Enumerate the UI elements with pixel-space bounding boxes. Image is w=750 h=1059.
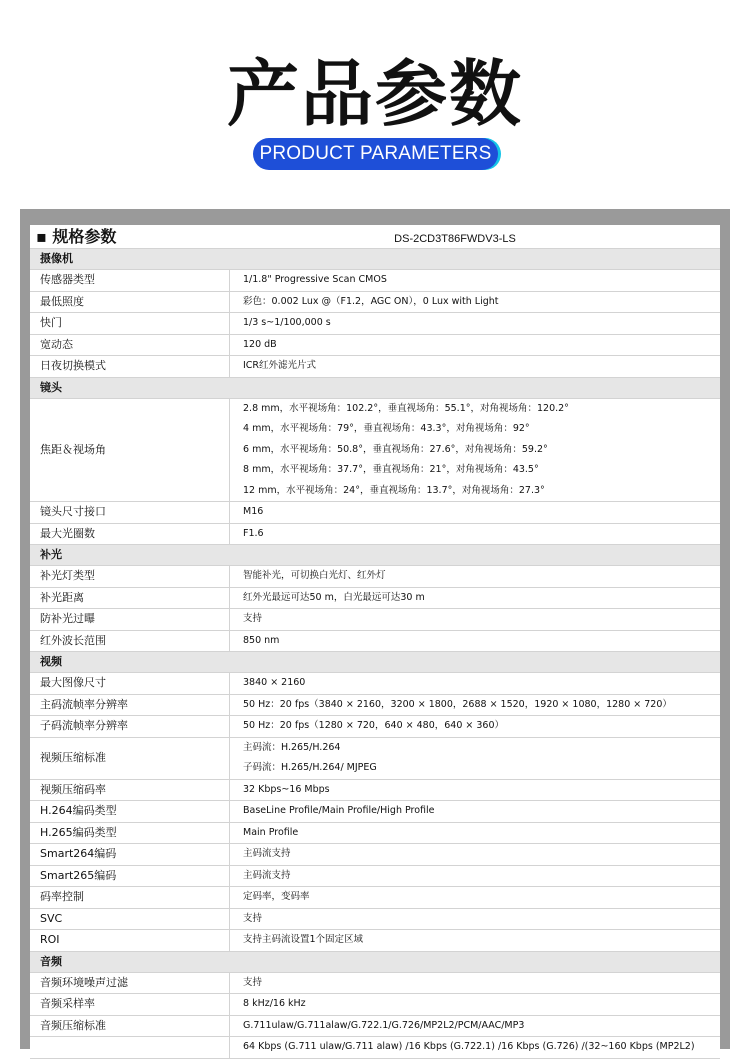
section-header-row bbox=[30, 249, 720, 270]
spec-key: SVC bbox=[30, 909, 230, 930]
spec-value bbox=[230, 292, 720, 313]
spec-row bbox=[30, 973, 720, 995]
spec-row bbox=[30, 313, 720, 335]
spec-row bbox=[30, 673, 720, 695]
spec-value-line: 8 kHz/16 kHz bbox=[243, 998, 306, 1009]
spec-value bbox=[230, 313, 720, 334]
spec-value bbox=[230, 738, 720, 779]
spec-key: 防补光过曝 bbox=[30, 609, 230, 630]
spec-value bbox=[230, 673, 720, 694]
spec-value-line: 4 mm，水平视场角：79°，垂直视场角：43.3°，对角视场角：92° bbox=[243, 423, 530, 434]
spec-row bbox=[30, 588, 720, 610]
spec-value bbox=[230, 399, 720, 502]
spec-row bbox=[30, 930, 720, 952]
spec-key: 音频环境噪声过滤 bbox=[30, 973, 230, 994]
spec-key: 子码流帧率分辨率 bbox=[30, 716, 230, 737]
spec-row bbox=[30, 1037, 720, 1059]
spec-value-line: 支持 bbox=[243, 976, 263, 988]
spec-value-line: 彩色：0.002 Lux @（F1.2，AGC ON），0 Lux with Light bbox=[243, 295, 499, 307]
spec-value-line: 主码流支持 bbox=[243, 869, 291, 881]
spec-row bbox=[30, 738, 720, 780]
spec-value-line: BaseLine Profile/Main Profile/High Profile bbox=[243, 805, 435, 816]
spec-value-line: 定码率，变码率 bbox=[243, 891, 310, 902]
spec-value bbox=[230, 823, 720, 844]
section-title: 音频 bbox=[40, 954, 62, 968]
spec-key: 补光距离 bbox=[30, 588, 230, 609]
spec-row bbox=[30, 502, 720, 524]
spec-key: 最低照度 bbox=[30, 292, 230, 313]
spec-key: 最大光圈数 bbox=[30, 524, 230, 545]
spec-row bbox=[30, 844, 720, 866]
spec-row bbox=[30, 335, 720, 357]
spec-row bbox=[30, 356, 720, 378]
spec-value bbox=[230, 631, 720, 652]
spec-value-line: G.711ulaw/G.711alaw/G.722.1/G.726/MP2L2/PCM/AAC/MP3 bbox=[243, 1019, 525, 1031]
subtitle-badge: PRODUCT PARAMETERS bbox=[253, 138, 498, 170]
spec-row bbox=[30, 716, 720, 738]
spec-value-line: 64 Kbps (G.711 ulaw/G.711 alaw) /16 Kbps (G.722.1) /16 Kbps (G.726) /(32~160 Kbps (MP2L2) bbox=[243, 1041, 695, 1052]
spec-row bbox=[30, 292, 720, 314]
section-header-row bbox=[30, 952, 720, 973]
spec-value bbox=[230, 588, 720, 609]
spec-row bbox=[30, 566, 720, 588]
model-number: DS-2CD3T86FWDV3-LS bbox=[394, 232, 516, 245]
spec-value-line: 支持主码流设置1个固定区域 bbox=[243, 934, 364, 945]
spec-row bbox=[30, 270, 720, 292]
spec-value bbox=[230, 270, 720, 291]
spec-key: 补光灯类型 bbox=[30, 566, 230, 587]
spec-key: Smart265编码 bbox=[30, 866, 230, 887]
spec-value-line: 850 nm bbox=[243, 634, 280, 646]
spec-row bbox=[30, 399, 720, 503]
spec-row bbox=[30, 887, 720, 909]
spec-key: 焦距＆视场角 bbox=[30, 399, 230, 502]
section-title: 补光 bbox=[40, 548, 62, 561]
spec-key: 音频压缩标准 bbox=[30, 1016, 230, 1037]
spec-key: 红外波长范围 bbox=[30, 631, 230, 652]
spec-table bbox=[30, 249, 720, 1059]
spec-value bbox=[230, 780, 720, 801]
spec-value-line: 50 Hz：20 fps（1280 × 720，640 × 480，640 × 360） bbox=[243, 720, 505, 731]
page-title: 产品参数 bbox=[226, 52, 523, 136]
spec-header bbox=[30, 225, 720, 249]
spec-key: 最大图像尺寸 bbox=[30, 673, 230, 694]
spec-value bbox=[230, 356, 720, 377]
spec-value-line: 3840 × 2160 bbox=[243, 677, 306, 688]
spec-row bbox=[30, 994, 720, 1016]
spec-key: 主码流帧率分辨率 bbox=[30, 695, 230, 716]
spec-value bbox=[230, 1037, 720, 1058]
spec-key: 宽动态 bbox=[30, 335, 230, 356]
spec-key: Smart264编码 bbox=[30, 844, 230, 865]
spec-key: 镜头尺寸接口 bbox=[30, 502, 230, 523]
spec-value-line: F1.6 bbox=[243, 527, 264, 539]
spec-value-line: 2.8 mm，水平视场角：102.2°，垂直视场角：55.1°，对角视场角：120.2° bbox=[243, 402, 569, 414]
spec-value-line: 支持 bbox=[243, 912, 263, 924]
spec-value bbox=[230, 994, 720, 1015]
spec-key: 视频压缩码率 bbox=[30, 780, 230, 801]
spec-value-line: 红外光最远可达50 m，白光最远可达30 m bbox=[243, 591, 425, 603]
spec-value bbox=[230, 909, 720, 930]
spec-sheet bbox=[30, 225, 720, 1055]
spec-row bbox=[30, 524, 720, 546]
spec-row bbox=[30, 631, 720, 653]
spec-value-line: 支持 bbox=[243, 613, 263, 624]
spec-value-line: 主码流：H.265/H.264 bbox=[243, 741, 341, 753]
spec-row bbox=[30, 695, 720, 717]
spec-value bbox=[230, 973, 720, 994]
section-header-row bbox=[30, 652, 720, 673]
spec-value-line: 32 Kbps~16 Mbps bbox=[243, 783, 330, 795]
spec-heading: ▪ 规格参数 bbox=[36, 226, 117, 246]
spec-row bbox=[30, 1016, 720, 1038]
spec-value bbox=[230, 695, 720, 716]
spec-value bbox=[230, 335, 720, 356]
spec-row bbox=[30, 609, 720, 631]
spec-row bbox=[30, 866, 720, 888]
spec-key: 日夜切换模式 bbox=[30, 356, 230, 377]
spec-value-line: Main Profile bbox=[243, 826, 299, 838]
spec-row bbox=[30, 823, 720, 845]
spec-value bbox=[230, 866, 720, 887]
spec-value-line: 智能补光，可切换白光灯、红外灯 bbox=[243, 570, 386, 581]
spec-row bbox=[30, 780, 720, 802]
section-title: 视频 bbox=[40, 655, 62, 668]
spec-value bbox=[230, 716, 720, 737]
spec-frame bbox=[20, 209, 730, 1052]
spec-value-line: 8 mm，水平视场角：37.7°，垂直视场角：21°，对角视场角：43.5° bbox=[243, 464, 539, 475]
spec-value-line: ICR红外滤光片式 bbox=[243, 360, 317, 371]
spec-value bbox=[230, 609, 720, 630]
spec-value-line: 1/1.8" Progressive Scan CMOS bbox=[243, 274, 387, 285]
spec-value-line: 子码流：H.265/H.264/ MJPEG bbox=[243, 762, 377, 773]
spec-value bbox=[230, 524, 720, 545]
spec-row bbox=[30, 801, 720, 823]
spec-row bbox=[30, 909, 720, 931]
spec-key: ROI bbox=[30, 930, 230, 951]
spec-value bbox=[230, 930, 720, 951]
spec-value bbox=[230, 887, 720, 908]
section-title: 摄像机 bbox=[40, 252, 73, 265]
spec-value-line: 主码流支持 bbox=[243, 848, 291, 859]
spec-value-line: 50 Hz：20 fps（3840 × 2160，3200 × 1800，2688 × 1520，1920 × 1080，1280 × 720） bbox=[243, 698, 672, 710]
spec-key: 视频压缩标准 bbox=[30, 738, 230, 779]
spec-key: H.265编码类型 bbox=[30, 823, 230, 844]
spec-key: 传感器类型 bbox=[30, 270, 230, 291]
spec-value-line: M16 bbox=[243, 506, 264, 517]
spec-key: 快门 bbox=[30, 313, 230, 334]
spec-value-line: 1/3 s~1/100,000 s bbox=[243, 317, 331, 328]
spec-key: H.264编码类型 bbox=[30, 801, 230, 822]
spec-value bbox=[230, 801, 720, 822]
spec-value bbox=[230, 502, 720, 523]
section-title: 镜头 bbox=[40, 380, 62, 394]
spec-key: 音频采样率 bbox=[30, 994, 230, 1015]
spec-value bbox=[230, 566, 720, 587]
spec-value-line: 6 mm，水平视场角：50.8°，垂直视场角：27.6°，对角视场角：59.2° bbox=[243, 443, 548, 455]
spec-key bbox=[30, 1037, 230, 1058]
spec-value-line: 12 mm，水平视场角：24°，垂直视场角：13.7°，对角视场角：27.3° bbox=[243, 484, 545, 496]
section-header-row bbox=[30, 545, 720, 566]
spec-value bbox=[230, 844, 720, 865]
spec-value-line: 120 dB bbox=[243, 338, 277, 350]
spec-key: 码率控制 bbox=[30, 887, 230, 908]
section-header-row bbox=[30, 378, 720, 399]
spec-value bbox=[230, 1016, 720, 1037]
